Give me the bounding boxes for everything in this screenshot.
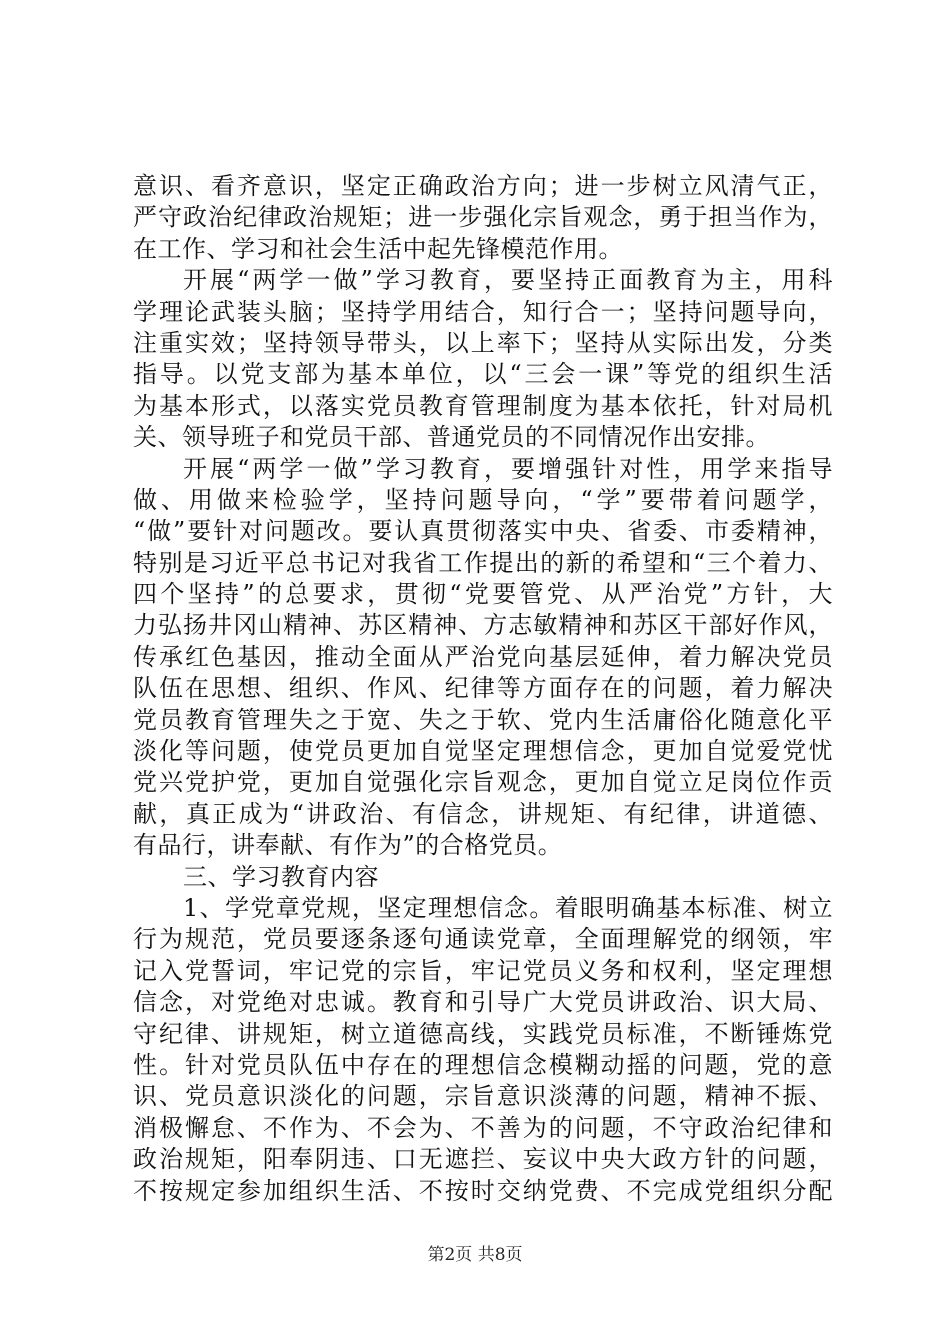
- text-line: 关、领导班子和党员干部、普通党员的不同情况作出安排。: [133, 423, 770, 452]
- text-line: 记入党誓词，牢记党的宗旨，牢记党员义务和权利，坚定理想: [133, 956, 833, 985]
- text-line: “做”要针对问题改。要认真贯彻落实中央、省委、市委精神，: [133, 517, 833, 546]
- text-line: 党员教育管理失之于宽、失之于软、党内生活庸俗化随意化平: [133, 705, 833, 734]
- text-line: 献，真正成为“讲政治、有信念，讲规矩、有纪律，讲道德、: [133, 799, 833, 828]
- text-line: 做、用做来检验学，坚持问题导向，“学”要带着问题学，: [133, 485, 833, 514]
- text-line: 学理论武装头脑；坚持学用结合，知行合一；坚持问题导向，: [133, 297, 833, 326]
- text-line: 消极懈怠、不作为、不会为、不善为的问题，不守政治纪律和: [133, 1113, 833, 1142]
- text-line: 淡化等问题，使党员更加自觉坚定理想信念，更加自觉爱党忧: [133, 737, 833, 766]
- text-line: 行为规范，党员要逐条逐句通读党章，全面理解党的纲领，牢: [133, 925, 833, 954]
- text-line: 意识、看齐意识，坚定正确政治方向；进一步树立风清气正，: [133, 172, 833, 200]
- text-line: 传承红色基因，推动全面从严治党向基层延伸，着力解决党员: [133, 642, 833, 671]
- text-line: 三、学习教育内容: [183, 862, 379, 891]
- page-number-footer: 第2页 共8页: [427, 1245, 523, 1265]
- text-line: 性。针对党员队伍中存在的理想信念模糊动摇的问题，党的意: [133, 1050, 833, 1079]
- text-line: 党兴党护党，更加自觉强化宗旨观念，更加自觉立足岗位作贡: [133, 768, 833, 797]
- text-line: 开展“两学一做”学习教育，要增强针对性，用学来指导: [183, 454, 833, 483]
- text-line: 开展“两学一做”学习教育，要坚持正面教育为主，用科: [183, 266, 833, 295]
- text-line: 注重实效；坚持领导带头，以上率下；坚持从实际出发，分类: [133, 328, 833, 357]
- text-line: 力弘扬井冈山精神、苏区精神、方志敏精神和苏区干部好作风，: [133, 611, 833, 640]
- text-line: 严守政治纪律政治规矩；进一步强化宗旨观念，勇于担当作为，: [133, 203, 833, 232]
- text-line: 特别是习近平总书记对我省工作提出的新的希望和“三个着力、: [133, 548, 833, 577]
- text-line: 四个坚持”的总要求，贯彻“党要管党、从严治党”方针，大: [133, 580, 833, 609]
- text-line: 不按规定参加组织生活、不按时交纳党费、不完成党组织分配: [133, 1176, 833, 1205]
- text-line: 指导。以党支部为基本单位，以“三会一课”等党的组织生活: [133, 360, 833, 389]
- text-line: 在工作、学习和社会生活中起先锋模范作用。: [133, 234, 623, 263]
- text-line: 守纪律、讲规矩，树立道德高线，实践党员标准，不断锤炼党: [133, 1019, 833, 1048]
- text-line: 为基本形式，以落实党员教育管理制度为基本依托，针对局机: [133, 391, 833, 420]
- text-line: 有品行，讲奉献、有作为”的合格党员。: [133, 831, 563, 860]
- text-line: 政治规矩，阳奉阴违、口无遮拦、妄议中央大政方针的问题，: [133, 1145, 833, 1174]
- text-line: 信念，对党绝对忠诚。教育和引导广大党员讲政治、识大局、: [133, 988, 833, 1017]
- text-line: 1、学党章党规，坚定理想信念。着眼明确基本标准、树立: [183, 893, 833, 922]
- text-line: 识、党员意识淡化的问题，宗旨意识淡薄的问题，精神不振、: [133, 1082, 833, 1111]
- text-line: 队伍在思想、组织、作风、纪律等方面存在的问题，着力解决: [133, 674, 833, 703]
- document-body: [133, 171, 833, 1207]
